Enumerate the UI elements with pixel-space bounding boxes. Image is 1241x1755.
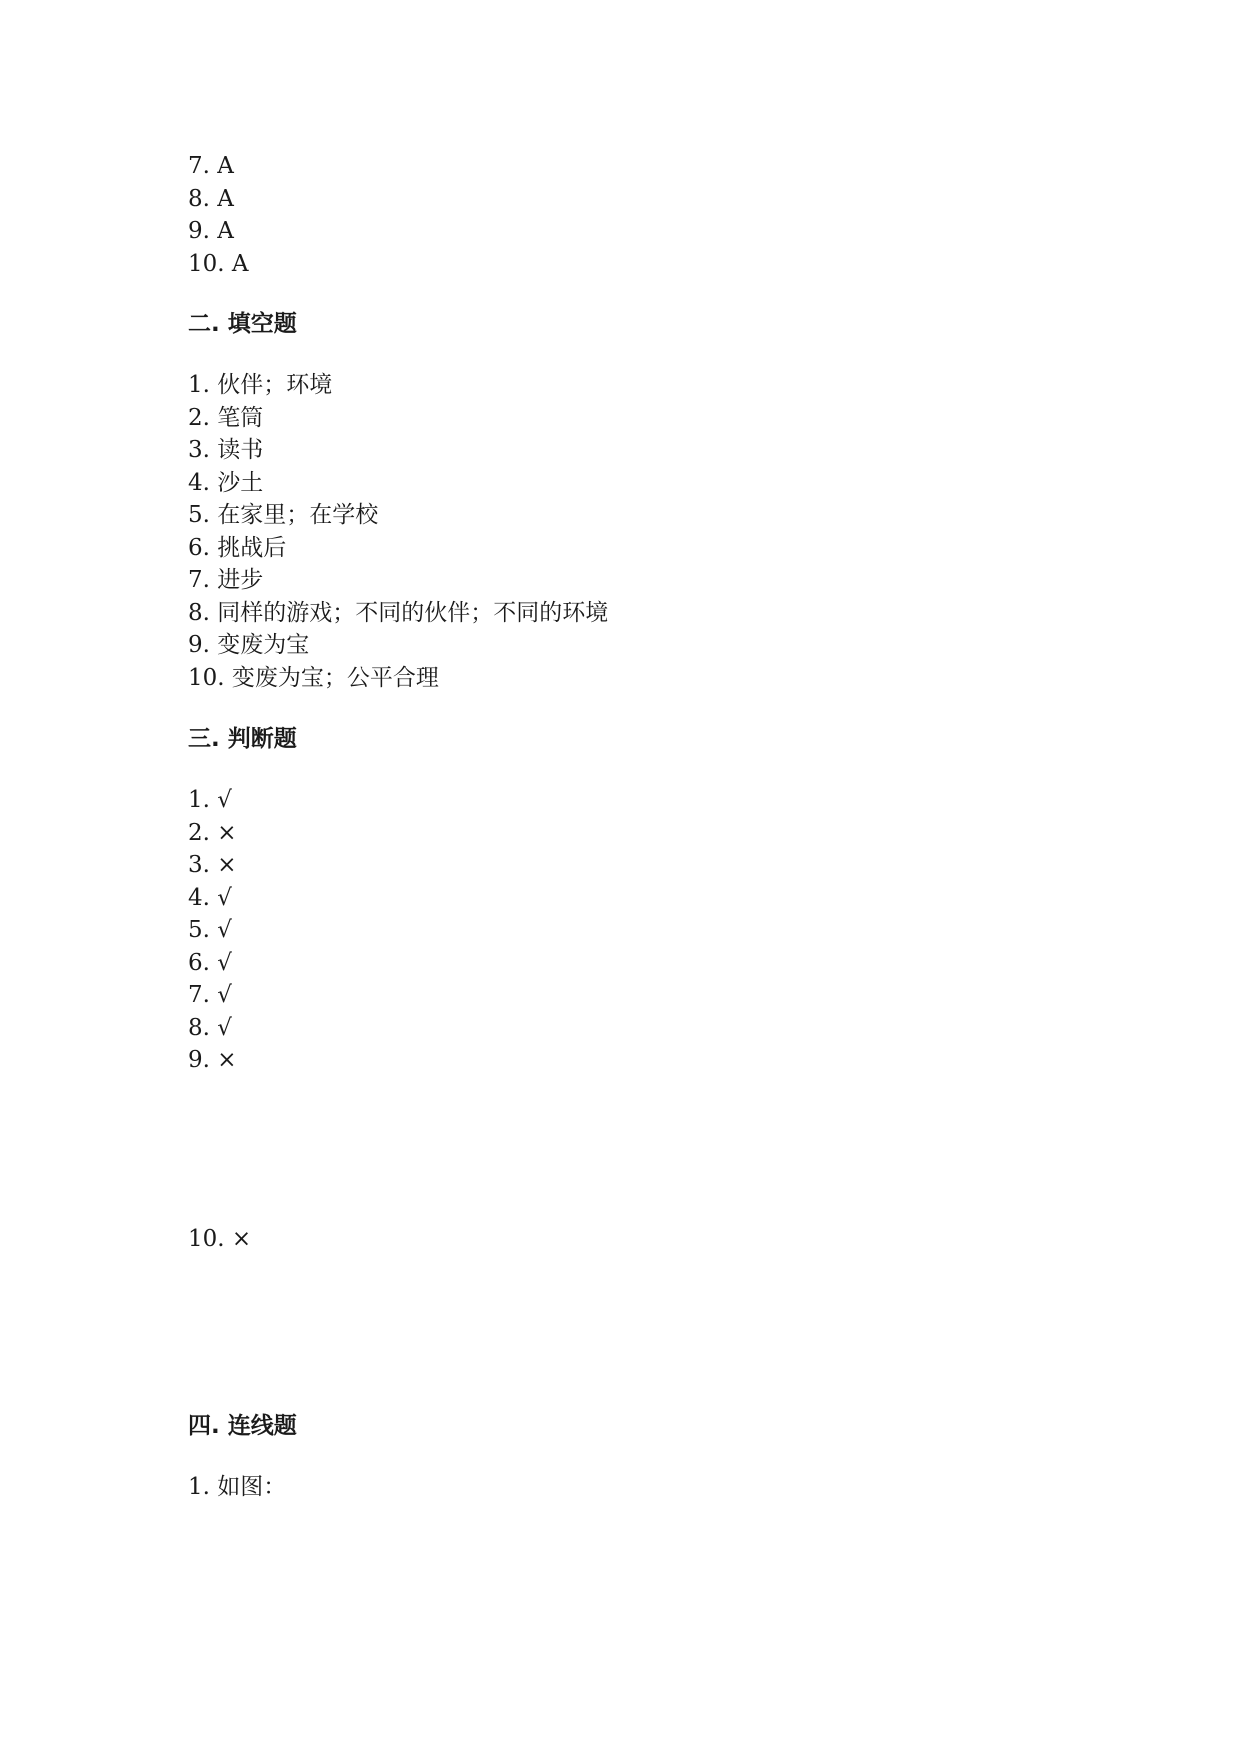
answer-line: 5. 在家里；在学校 — [188, 502, 379, 528]
answer-line: 1. 伙伴；环境 — [188, 372, 333, 398]
choice-answers-continued — [188, 150, 249, 280]
answer-line: 10. 变废为宝；公平合理 — [188, 664, 439, 691]
answer-line: 3. 读书 — [188, 437, 264, 463]
answer-line: 7. 进步 — [188, 567, 264, 593]
answer-line: 10. A — [188, 250, 249, 277]
answer-line: 4. √ — [188, 884, 232, 911]
answer-line: 8. A — [188, 185, 234, 212]
matching-section-heading: 四. 连线题 — [188, 1413, 297, 1439]
answer-line: 8. √ — [188, 1014, 232, 1041]
answer-line: 7. A — [188, 153, 234, 179]
answer-line: 10. × — [188, 1226, 252, 1252]
answer-line: 3. × — [188, 852, 237, 878]
answer-line: 6. √ — [188, 949, 232, 976]
answer-line: 9. × — [188, 1047, 237, 1073]
answer-line: 9. 变废为宝 — [188, 632, 310, 658]
answer-line: 8. 同样的游戏；不同的伙伴；不同的环境 — [188, 599, 609, 626]
answer-line: 5. √ — [188, 917, 232, 943]
answer-line: 1. 如图： — [188, 1474, 287, 1500]
answer-line: 4. 沙土 — [188, 469, 264, 496]
fill-in-answers — [188, 369, 608, 694]
answer-line: 7. √ — [188, 982, 232, 1008]
answer-line: 9. A — [188, 218, 234, 244]
fill-in-section-heading: 二. 填空题 — [188, 311, 297, 337]
answer-line: 2. 笔筒 — [188, 404, 264, 431]
answer-line: 1. √ — [188, 787, 232, 813]
answer-line: 2. × — [188, 819, 237, 846]
matching-answers — [188, 1471, 286, 1504]
true-false-answers — [188, 784, 237, 1077]
answer-line: 6. 挑战后 — [188, 534, 287, 561]
true-false-section-heading: 三. 判断题 — [188, 726, 297, 752]
